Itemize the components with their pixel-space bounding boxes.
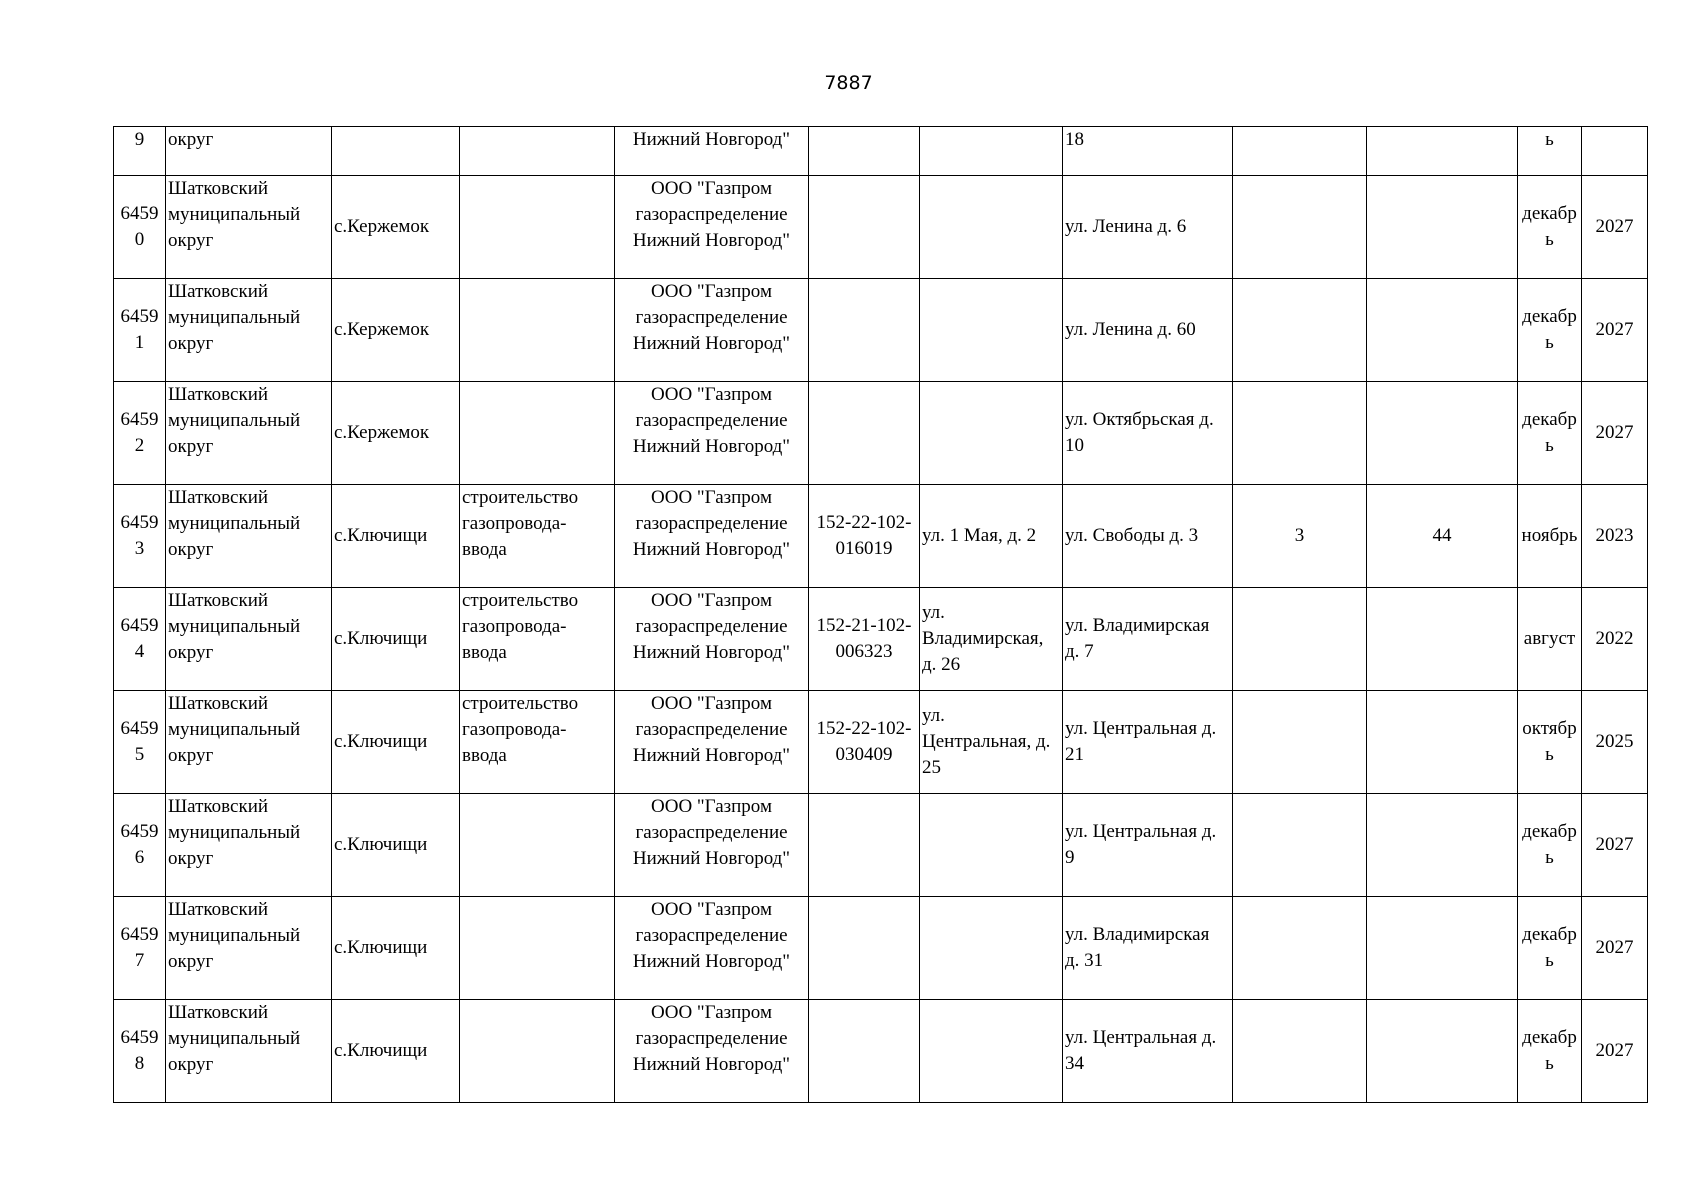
cell-month: декабр ь — [1518, 1000, 1582, 1103]
cell-work-type — [460, 1000, 615, 1103]
cell-organization: ООО "Газпром газораспределение Нижний Новгород" — [615, 176, 809, 279]
cell-district: Шатковский муниципальный округ — [166, 794, 332, 897]
cell-count — [1233, 691, 1367, 794]
cell-number: 6459 5 — [114, 691, 166, 794]
cell-organization: ООО "Газпром газораспределение Нижний Новгород" — [615, 691, 809, 794]
table-body — [114, 127, 1648, 1103]
cell-year: 2027 — [1582, 279, 1648, 382]
table-row — [114, 1000, 1648, 1103]
cell-year — [1582, 127, 1648, 176]
cell-address-from — [920, 279, 1063, 382]
cell-address-to: ул. Свободы д. 3 — [1063, 485, 1233, 588]
cell-year: 2027 — [1582, 1000, 1648, 1103]
cell-organization: ООО "Газпром газораспределение Нижний Новгород" — [615, 897, 809, 1000]
cell-organization: ООО "Газпром газораспределение Нижний Новгород" — [615, 588, 809, 691]
cell-month: декабр ь — [1518, 382, 1582, 485]
cell-locality: с.Ключищи — [332, 691, 460, 794]
cell-code — [809, 794, 920, 897]
cell-month: декабр ь — [1518, 279, 1582, 382]
cell-month: ноябрь — [1518, 485, 1582, 588]
cell-address-from — [920, 1000, 1063, 1103]
cell-year: 2027 — [1582, 897, 1648, 1000]
cell-organization: ООО "Газпром газораспределение Нижний Новгород" — [615, 279, 809, 382]
cell-length — [1367, 382, 1518, 485]
cell-length — [1367, 127, 1518, 176]
cell-address-to: ул. Владимирская д. 31 — [1063, 897, 1233, 1000]
cell-district: округ — [166, 127, 332, 176]
cell-locality: с.Ключищи — [332, 897, 460, 1000]
cell-organization: Нижний Новгород" — [615, 127, 809, 176]
cell-address-from: ул. 1 Мая, д. 2 — [920, 485, 1063, 588]
cell-month: ь — [1518, 127, 1582, 176]
cell-address-to: ул. Центральная д. 9 — [1063, 794, 1233, 897]
cell-number: 6459 2 — [114, 382, 166, 485]
cell-code: 152-21-102- 006323 — [809, 588, 920, 691]
cell-code — [809, 1000, 920, 1103]
cell-address-to: ул. Владимирская д. 7 — [1063, 588, 1233, 691]
cell-address-from — [920, 382, 1063, 485]
cell-code: 152-22-102- 016019 — [809, 485, 920, 588]
page-number: 7887 — [824, 72, 873, 94]
cell-work-type: строительство газопровода- ввода — [460, 691, 615, 794]
table-row — [114, 691, 1648, 794]
cell-district: Шатковский муниципальный округ — [166, 588, 332, 691]
cell-address-to: 18 — [1063, 127, 1233, 176]
cell-number: 6459 7 — [114, 897, 166, 1000]
cell-count — [1233, 176, 1367, 279]
cell-address-from — [920, 127, 1063, 176]
cell-month: декабр ь — [1518, 794, 1582, 897]
cell-year: 2027 — [1582, 176, 1648, 279]
cell-work-type: строительство газопровода- ввода — [460, 485, 615, 588]
cell-number: 6459 3 — [114, 485, 166, 588]
cell-work-type — [460, 382, 615, 485]
cell-work-type: строительство газопровода- ввода — [460, 588, 615, 691]
cell-work-type — [460, 279, 615, 382]
cell-code — [809, 382, 920, 485]
cell-locality — [332, 127, 460, 176]
cell-count — [1233, 1000, 1367, 1103]
cell-code — [809, 279, 920, 382]
cell-length — [1367, 279, 1518, 382]
cell-district: Шатковский муниципальный округ — [166, 1000, 332, 1103]
cell-organization: ООО "Газпром газораспределение Нижний Новгород" — [615, 1000, 809, 1103]
cell-work-type — [460, 176, 615, 279]
cell-address-from: ул. Центральная, д. 25 — [920, 691, 1063, 794]
cell-work-type — [460, 794, 615, 897]
cell-locality: с.Ключищи — [332, 794, 460, 897]
cell-number: 6459 1 — [114, 279, 166, 382]
table-row — [114, 176, 1648, 279]
cell-district: Шатковский муниципальный округ — [166, 897, 332, 1000]
cell-organization: ООО "Газпром газораспределение Нижний Новгород" — [615, 485, 809, 588]
cell-count — [1233, 794, 1367, 897]
cell-locality: с.Ключищи — [332, 588, 460, 691]
table-row — [114, 279, 1648, 382]
cell-work-type — [460, 127, 615, 176]
cell-number: 6459 0 — [114, 176, 166, 279]
cell-length — [1367, 176, 1518, 279]
cell-year: 2023 — [1582, 485, 1648, 588]
table-row — [114, 127, 1648, 176]
cell-locality: с.Кержемок — [332, 176, 460, 279]
cell-locality: с.Ключищи — [332, 1000, 460, 1103]
cell-district: Шатковский муниципальный округ — [166, 691, 332, 794]
cell-district: Шатковский муниципальный округ — [166, 485, 332, 588]
cell-count — [1233, 382, 1367, 485]
cell-month: декабр ь — [1518, 176, 1582, 279]
cell-count — [1233, 279, 1367, 382]
cell-address-to: ул. Ленина д. 60 — [1063, 279, 1233, 382]
cell-code: 152-22-102- 030409 — [809, 691, 920, 794]
cell-length — [1367, 691, 1518, 794]
cell-length: 44 — [1367, 485, 1518, 588]
cell-address-from — [920, 897, 1063, 1000]
cell-length — [1367, 794, 1518, 897]
cell-count — [1233, 897, 1367, 1000]
cell-address-from — [920, 794, 1063, 897]
cell-count — [1233, 127, 1367, 176]
cell-organization: ООО "Газпром газораспределение Нижний Новгород" — [615, 794, 809, 897]
cell-code — [809, 127, 920, 176]
cell-count: 3 — [1233, 485, 1367, 588]
cell-length — [1367, 897, 1518, 1000]
table-row — [114, 588, 1648, 691]
cell-month: октябр ь — [1518, 691, 1582, 794]
cell-district: Шатковский муниципальный округ — [166, 176, 332, 279]
cell-locality: с.Ключищи — [332, 485, 460, 588]
cell-district: Шатковский муниципальный округ — [166, 279, 332, 382]
cell-organization: ООО "Газпром газораспределение Нижний Новгород" — [615, 382, 809, 485]
cell-number: 6459 6 — [114, 794, 166, 897]
cell-address-to: ул. Октябрьская д. 10 — [1063, 382, 1233, 485]
cell-locality: с.Кержемок — [332, 382, 460, 485]
cell-length — [1367, 1000, 1518, 1103]
table-row — [114, 794, 1648, 897]
cell-address-from: ул. Владимирская, д. 26 — [920, 588, 1063, 691]
cell-work-type — [460, 897, 615, 1000]
table-row — [114, 382, 1648, 485]
cell-code — [809, 897, 920, 1000]
cell-month: август — [1518, 588, 1582, 691]
cell-address-from — [920, 176, 1063, 279]
cell-code — [809, 176, 920, 279]
table-row — [114, 485, 1648, 588]
cell-number: 6459 4 — [114, 588, 166, 691]
registry-table — [113, 126, 1648, 1103]
cell-month: декабр ь — [1518, 897, 1582, 1000]
table-row — [114, 897, 1648, 1000]
cell-number: 6459 8 — [114, 1000, 166, 1103]
cell-year: 2025 — [1582, 691, 1648, 794]
cell-year: 2027 — [1582, 382, 1648, 485]
cell-address-to: ул. Центральная д. 34 — [1063, 1000, 1233, 1103]
cell-number: 9 — [114, 127, 166, 176]
cell-address-to: ул. Центральная д. 21 — [1063, 691, 1233, 794]
cell-length — [1367, 588, 1518, 691]
cell-district: Шатковский муниципальный округ — [166, 382, 332, 485]
cell-year: 2022 — [1582, 588, 1648, 691]
cell-locality: с.Кержемок — [332, 279, 460, 382]
cell-count — [1233, 588, 1367, 691]
cell-year: 2027 — [1582, 794, 1648, 897]
cell-address-to: ул. Ленина д. 6 — [1063, 176, 1233, 279]
